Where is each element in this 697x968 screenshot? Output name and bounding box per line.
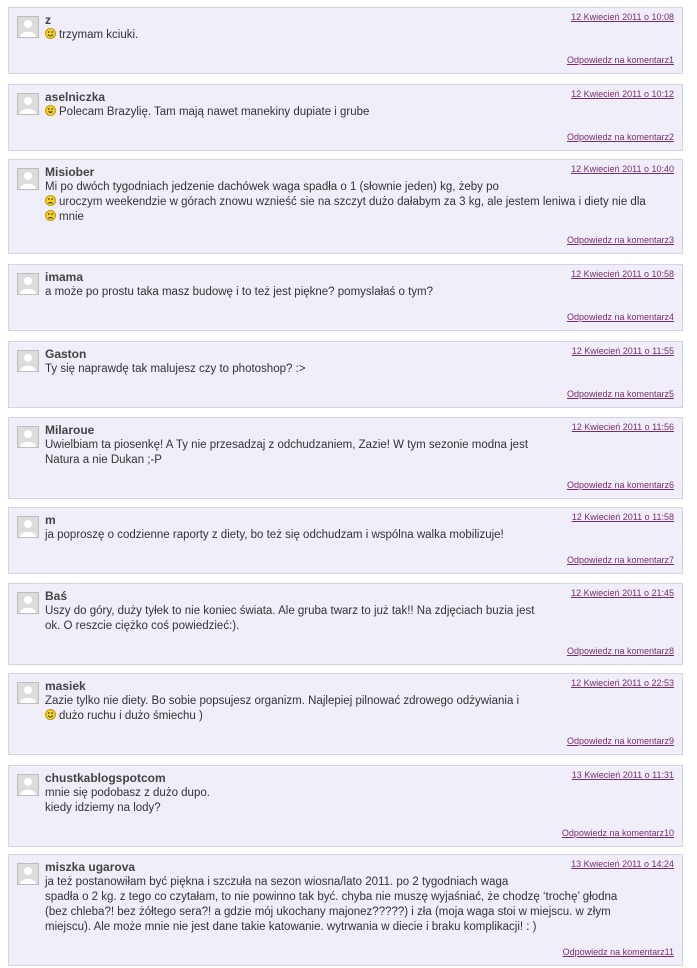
- comment-date-link[interactable]: 12 Kwiecień 2011 o 11:55: [571, 346, 674, 356]
- comment-author: imama: [45, 270, 84, 284]
- comment-item: [8, 765, 683, 847]
- comment-date-link[interactable]: 12 Kwiecień 2011 o 11:56: [571, 422, 674, 432]
- comment-date-link[interactable]: 13 Kwiecień 2011 o 14:24: [571, 859, 674, 869]
- comment-text-line: [45, 875, 676, 890]
- reply-link[interactable]: Odpowiedz na komentarz1: [566, 55, 674, 65]
- sad-smiley-icon: [45, 210, 56, 221]
- default-avatar-icon: [18, 517, 38, 537]
- comment-author: miszka ugarova: [45, 860, 136, 874]
- comment-author: chustkablogspotcom: [45, 771, 166, 785]
- comment-author: Milaroue: [45, 423, 95, 437]
- avatar: [17, 592, 39, 614]
- comment-text-content: dużo ruchu i dużo śmiechu ): [59, 710, 203, 722]
- comment-text: [45, 438, 676, 468]
- avatar: [17, 516, 39, 538]
- comment-date-link[interactable]: 12 Kwiecień 2011 o 21:45: [571, 588, 674, 598]
- comment-date-link[interactable]: 12 Kwiecień 2011 o 11:58: [571, 512, 674, 522]
- avatar: [17, 426, 39, 448]
- comment-author: Baś: [45, 589, 68, 603]
- comment-text-content: Uszy do góry, duży tyłek to nie koniec świata. Ale gruba twarz to już tak!! Na zdjęciach buzia jest: [45, 605, 535, 617]
- reply-link[interactable]: Odpowiedz na komentarz8: [566, 646, 674, 656]
- comment-text-content: uroczym weekendzie w górach znowu wznieść sie na szczyt dużo dałabym za 3 kg, ale jestem leniwa i diety nie dla: [59, 196, 646, 208]
- default-avatar-icon: [18, 683, 38, 703]
- avatar: [17, 168, 39, 190]
- happy-smiley-icon: [45, 28, 56, 39]
- comment-text-content: miejscu). Ale może mnie nie jest dane takie katowanie. wytrwania w diecie i braku komplikacji! : ): [45, 921, 537, 933]
- comment-text-line: [45, 210, 676, 225]
- comment-item: [8, 341, 683, 408]
- comment-text-content: trzymam kciuki.: [59, 29, 139, 41]
- comment-item: [8, 264, 683, 331]
- reply-link[interactable]: Odpowiedz na komentarz4: [566, 312, 674, 322]
- default-avatar-icon: [18, 775, 38, 795]
- comment-text-line: [45, 890, 676, 905]
- comment-item: [8, 507, 683, 574]
- comment-text: [45, 105, 676, 120]
- default-avatar-icon: [18, 864, 38, 884]
- comment-date-link[interactable]: 12 Kwiecień 2011 o 10:08: [571, 12, 674, 22]
- comment-text-content: (bez chleba?! bez żółtego sera?! a gdzie mój ukochany majonez?????) i zła (moja waga stoi w miejscu. w złym: [45, 906, 611, 918]
- reply-link[interactable]: Odpowiedz na komentarz3: [566, 235, 674, 245]
- avatar: [17, 350, 39, 372]
- comment-text-content: ja też postanowiłam być piękna i szczuła na sezon wiosna/lato 2011. po 2 tygodniach waga: [45, 876, 509, 888]
- comment-text-line: [45, 362, 676, 377]
- default-avatar-icon: [18, 351, 38, 371]
- default-avatar-icon: [18, 593, 38, 613]
- comment-text-content: Mi po dwóch tygodniach jedzenie dachówek waga spadła o 1 (słownie jeden) kg, żeby po: [45, 181, 499, 193]
- comment-text: [45, 604, 676, 634]
- comment-author: z: [45, 13, 51, 27]
- comment-text-content: ja poproszę o codzienne raporty z diety, bo też się odchudzam i wspólna walka mobilizuje!: [45, 529, 504, 541]
- comment-text-content: Ty się naprawdę tak malujesz czy to photoshop? :>: [45, 363, 306, 375]
- avatar: [17, 682, 39, 704]
- comment-item: [8, 7, 683, 74]
- comment-text-content: Natura a nie Dukan ;-P: [45, 454, 162, 466]
- comment-text-content: Uwielbiam ta piosenkę! A Ty nie przesadzaj z odchudzaniem, Zazie! W tym sezonie modna jest: [45, 439, 529, 451]
- comment-author: aselniczka: [45, 90, 106, 104]
- comment-text: [45, 875, 676, 935]
- comment-date-link[interactable]: 12 Kwiecień 2011 o 10:40: [571, 164, 674, 174]
- comment-text: [45, 528, 676, 543]
- reply-link[interactable]: Odpowiedz na komentarz5: [566, 389, 674, 399]
- default-avatar-icon: [18, 169, 38, 189]
- comment-text: [45, 180, 676, 225]
- reply-link[interactable]: Odpowiedz na komentarz10: [561, 828, 674, 838]
- comment-text-content: spadła o 2 kg. z tego co czytałam, to nie powinno tak być. chyba nie muszę wyjaśniać, że chodzę ‘trochę’ głodna: [45, 891, 618, 903]
- default-avatar-icon: [18, 274, 38, 294]
- comment-text-line: [45, 528, 676, 543]
- comment-text-line: [45, 604, 676, 619]
- comment-text-content: mnie: [59, 211, 84, 223]
- comment-text-line: [45, 180, 676, 195]
- avatar: [17, 273, 39, 295]
- comment-text-line: [45, 28, 676, 43]
- comment-text-content: mnie się podobasz z dużo dupo.: [45, 787, 210, 799]
- comment-text-content: kiedy idziemy na lody?: [45, 802, 161, 814]
- comment-text: [45, 28, 676, 43]
- reply-link[interactable]: Odpowiedz na komentarz2: [566, 132, 674, 142]
- comment-text-line: [45, 920, 676, 935]
- comment-text-line: [45, 619, 676, 634]
- comment-text-content: Zazie tylko nie diety. Bo sobie popsujesz organizm. Najlepiej pilnować zdrowego odżywiania i: [45, 695, 520, 707]
- comment-text: [45, 786, 676, 816]
- avatar: [17, 16, 39, 38]
- default-avatar-icon: [18, 17, 38, 37]
- reply-link[interactable]: Odpowiedz na komentarz11: [562, 947, 674, 957]
- comment-text: [45, 694, 676, 724]
- comment-date-link[interactable]: 12 Kwiecień 2011 o 10:58: [571, 269, 674, 279]
- comment-item: [8, 673, 683, 755]
- comment-item: [8, 159, 683, 254]
- comment-text-content: Polecam Brazylię. Tam mają nawet manekiny dupiate i grube: [59, 106, 370, 118]
- reply-link[interactable]: Odpowiedz na komentarz7: [566, 555, 674, 565]
- comment-text: [45, 285, 676, 300]
- comment-text-line: [45, 453, 676, 468]
- reply-link[interactable]: Odpowiedz na komentarz9: [566, 736, 674, 746]
- default-avatar-icon: [18, 427, 38, 447]
- comment-date-link[interactable]: 13 Kwiecień 2011 o 11:31: [571, 770, 674, 780]
- reply-link[interactable]: Odpowiedz na komentarz6: [566, 480, 674, 490]
- comment-text-line: [45, 438, 676, 453]
- comment-author: Gaston: [45, 347, 87, 361]
- comment-item: [8, 84, 683, 151]
- comment-text-line: [45, 709, 676, 724]
- comment-text-line: [45, 786, 676, 801]
- comment-item: [8, 854, 683, 966]
- comment-text: [45, 362, 676, 377]
- comment-text-line: [45, 905, 676, 920]
- grin-smiley-icon: [45, 105, 56, 116]
- comment-author: masiek: [45, 679, 86, 693]
- avatar: [17, 93, 39, 115]
- happy-smiley-icon: [45, 709, 56, 720]
- comment-author: m: [45, 513, 56, 527]
- comment-text-line: [45, 285, 676, 300]
- comment-date-link[interactable]: 12 Kwiecień 2011 o 22:53: [571, 678, 674, 688]
- comment-author: Misiober: [45, 165, 95, 179]
- comment-text-line: [45, 801, 676, 816]
- comment-text-line: [45, 694, 676, 709]
- comment-text-content: a może po prostu taka masz budowę i to też jest piękne? pomyslałaś o tym?: [45, 286, 434, 298]
- avatar: [17, 863, 39, 885]
- comment-text-content: ok. O reszcie ciężko coś powiedzieć:).: [45, 620, 240, 632]
- default-avatar-icon: [18, 94, 38, 114]
- sad-smiley-icon: [45, 195, 56, 206]
- avatar: [17, 774, 39, 796]
- comment-item: [8, 583, 683, 665]
- comment-text-line: [45, 105, 676, 120]
- comment-text-line: [45, 195, 676, 210]
- comment-date-link[interactable]: 12 Kwiecień 2011 o 10:12: [571, 89, 674, 99]
- comment-item: [8, 417, 683, 499]
